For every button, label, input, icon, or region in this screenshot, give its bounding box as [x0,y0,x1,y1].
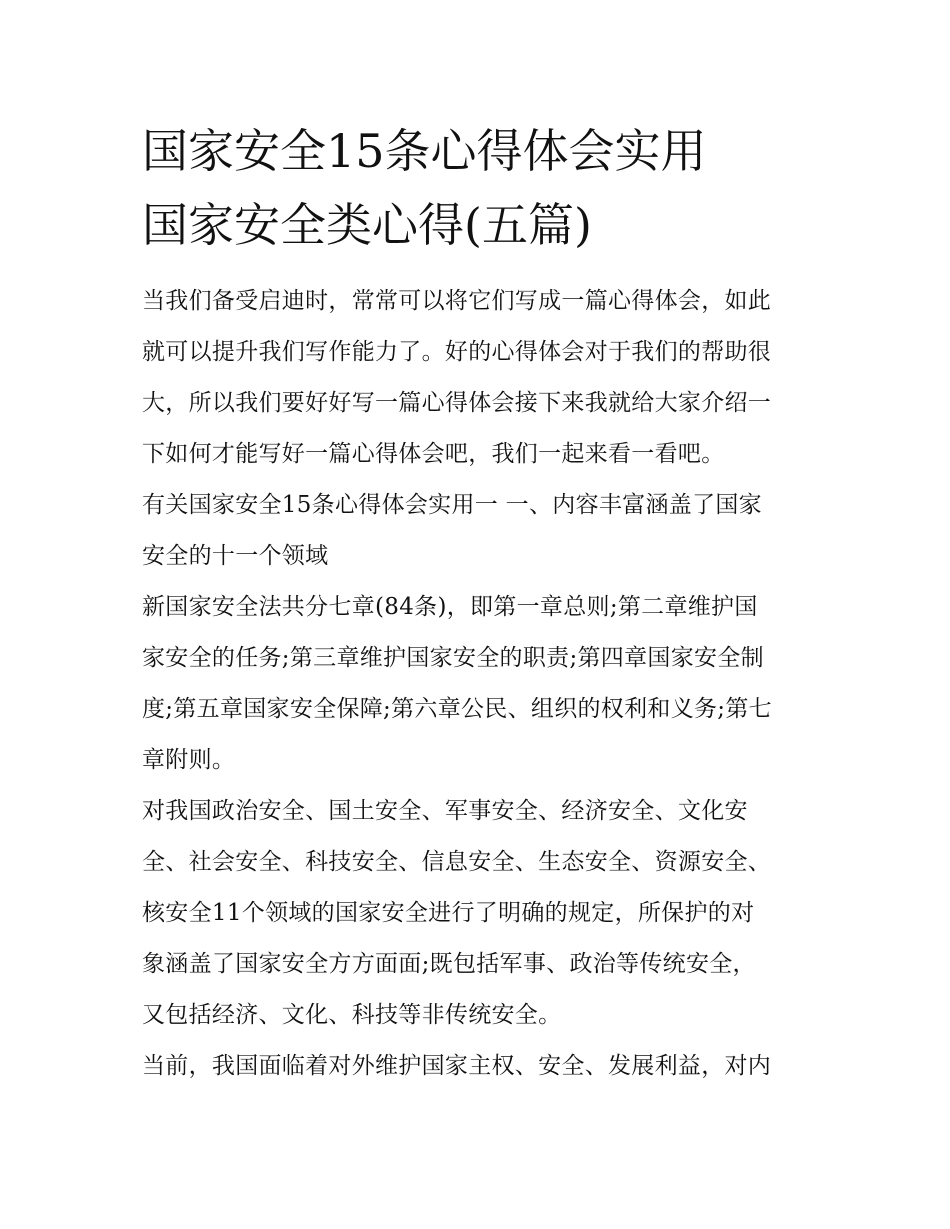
text-line: 就可以提升我们写作能力了。好的心得体会对于我们的帮助很 [142,339,772,365]
text-line: 大，所以我们要好好写一篇心得体会接下来我就给大家介绍一 [142,390,772,416]
document-title [142,114,822,262]
text-line: 又包括经济、文化、科技等非传统安全。 [142,1002,562,1028]
title-line: 国家安全15条心得体会实用 [142,124,707,178]
text-line: 当前，我国面临着对外维护国家主权、安全、发展利益，对内 [142,1053,772,1079]
text-line: 象涵盖了国家安全方方面面;既包括军事、政治等传统安全， [142,951,756,977]
paragraph-domains [142,786,814,1041]
text-line: 全、社会安全、科技安全、信息安全、生态安全、资源安全、 [142,849,772,875]
paragraph-intro [142,276,814,480]
text-line: 新国家安全法共分七章(84条)，即第一章总则;第二章维护国 [142,594,758,620]
text-line: 对我国政治安全、国土安全、军事安全、经济安全、文化安 [142,798,748,824]
text-line: 有关国家安全15条心得体会实用一 一、内容丰富涵盖了国家 [142,492,762,518]
paragraph-section-heading [142,480,814,582]
paragraph-chapters [142,582,814,786]
text-line: 家安全的任务;第三章维护国家安全的职责;第四章国家安全制 [142,645,764,671]
document-body [142,276,814,1092]
title-line: 国家安全类心得(五篇) [142,198,592,252]
text-line: 度;第五章国家安全保障;第六章公民、组织的权利和义务;第七 [142,696,772,722]
paragraph-current [142,1041,814,1092]
text-line: 当我们备受启迪时，常常可以将它们写成一篇心得体会，如此 [142,288,772,314]
text-line: 下如何才能写好一篇心得体会吧，我们一起来看一看吧。 [142,441,725,467]
text-line: 核安全11个领域的国家安全进行了明确的规定，所保护的对 [142,900,755,926]
text-line: 安全的十一个领域 [142,543,329,569]
text-line: 章附则。 [142,747,236,773]
